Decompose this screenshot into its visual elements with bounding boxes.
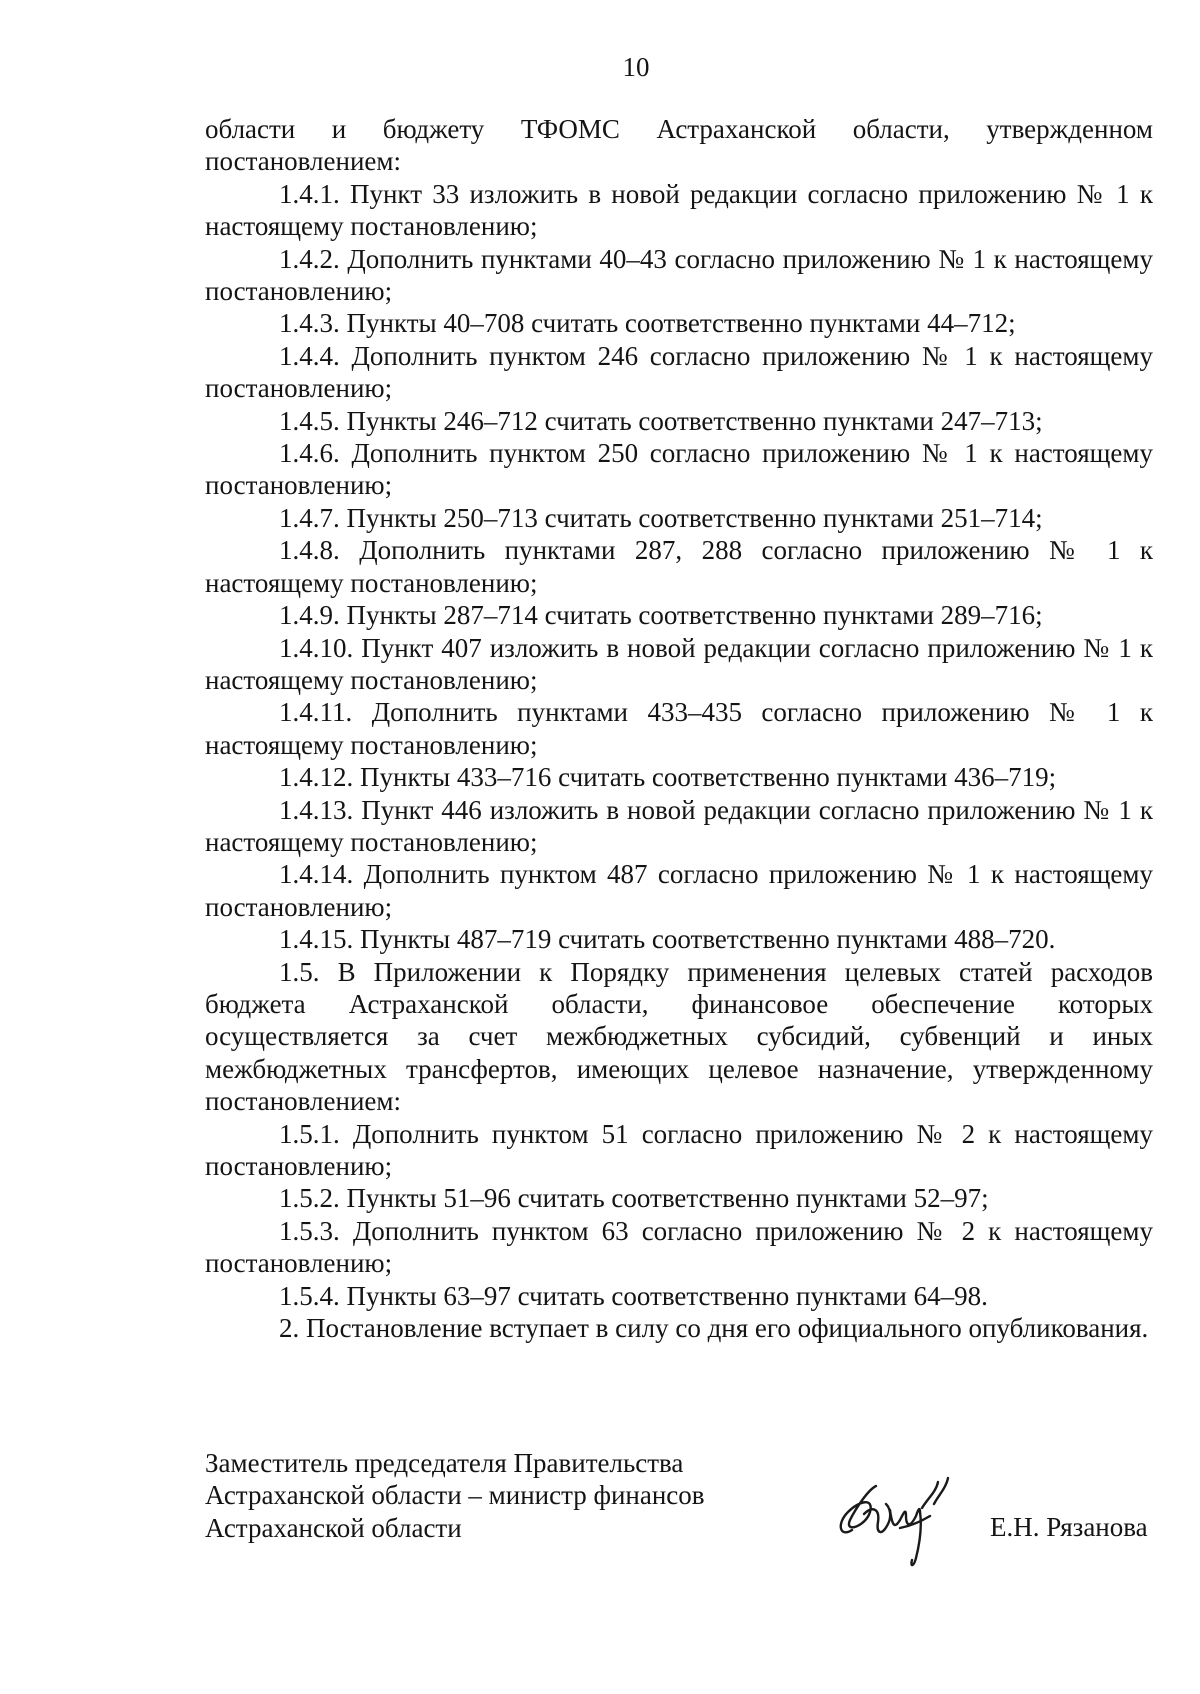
paragraph-1-5-4: 1.5.4. Пункты 63–97 считать соответственно пунктами 64–98. xyxy=(279,1280,988,1311)
paragraph-1-4-11: 1.4.11. Дополнить пунктами 433–435 согласно приложению № 1 к настоящему постановлению; xyxy=(205,697,1153,760)
signer-position-line: Астраханской области – министр финансов xyxy=(205,1480,705,1511)
paragraph-1-4-4: 1.4.4. Дополнить пунктом 246 согласно приложению № 1 к настоящему постановлению; xyxy=(205,340,1153,404)
paragraph-1-4-2: 1.4.2. Дополнить пунктами 40–43 согласно приложению № 1 к настоящему постановлению; xyxy=(205,243,1153,307)
paragraph-1-5-2: 1.5.2. Пункты 51–96 считать соответственно пунктами 52–97; xyxy=(279,1183,989,1214)
paragraph-continuation: области и бюджету ТФОМС Астраханской области, утвержденном постановлением: xyxy=(205,114,1153,177)
signer-position-line: Астраханской области xyxy=(205,1512,462,1543)
paragraph-1-4-9: 1.4.9. Пункты 287–714 считать соответственно пунктами 289–716; xyxy=(279,600,1043,631)
paragraph-2: 2. Постановление вступает в силу со дня его официального опубликования. xyxy=(279,1313,1149,1344)
paragraph-1-4-10: 1.4.10. Пункт 407 изложить в новой редакции согласно приложению № 1 к настоящему постановлению; xyxy=(205,632,1153,695)
paragraph-1-4-3: 1.4.3. Пункты 40–708 считать соответственно пунктами 44–712; xyxy=(279,308,1016,339)
paragraph-1-5-1: 1.5.1. Дополнить пунктом 51 согласно приложению № 2 к настоящему постановлению; xyxy=(205,1118,1153,1181)
paragraph-1-4-14: 1.4.14. Дополнить пунктом 487 согласно приложению № 1 к настоящему постановлению; xyxy=(205,859,1153,922)
paragraph-1-5-3: 1.5.3. Дополнить пунктом 63 согласно приложению № 2 к настоящему постановлению; xyxy=(205,1215,1153,1279)
signer-name: Е.Н. Рязанова xyxy=(990,1512,1148,1542)
paragraph-1-4-12: 1.4.12. Пункты 433–716 считать соответственно пунктами 436–719; xyxy=(279,762,1057,793)
paragraph-1-4-6: 1.4.6. Дополнить пунктом 250 согласно приложению № 1 к настоящему постановлению; xyxy=(205,438,1153,501)
paragraph-1-4-1: 1.4.1. Пункт 33 изложить в новой редакции согласно приложению № 1 к настоящему постановлению; xyxy=(205,178,1153,242)
paragraph-1-5: 1.5. В Приложении к Порядку применения целевых статей расходов бюджета Астраханской области, финансовое обеспечение которых осуществляется за счет межбюджетных субсидий, субвенций и иных межбюджетных трансфертов, имеющих целевое назначение, утвержденному постановлением: xyxy=(205,956,1153,1117)
paragraph-1-4-13: 1.4.13. Пункт 446 изложить в новой редакции согласно приложению № 1 к настоящему постановлению; xyxy=(205,794,1153,857)
paragraph-1-4-8: 1.4.8. Дополнить пунктами 287, 288 согласно приложению № 1 к настоящему постановлению; xyxy=(205,535,1153,598)
paragraph-1-4-7: 1.4.7. Пункты 250–713 считать соответственно пунктами 251–714; xyxy=(279,502,1043,533)
document-body xyxy=(205,113,1153,1344)
page-number: 10 xyxy=(622,52,650,82)
paragraph-1-4-15: 1.4.15. Пункты 487–719 считать соответственно пунктами 488–720. xyxy=(279,924,1056,955)
handwritten-signature-icon xyxy=(830,1468,960,1578)
paragraph-1-4-5: 1.4.5. Пункты 246–712 считать соответственно пунктами 247–713; xyxy=(279,405,1043,436)
signer-position xyxy=(205,1447,705,1544)
signer-position-line: Заместитель председателя Правительства xyxy=(205,1448,684,1478)
